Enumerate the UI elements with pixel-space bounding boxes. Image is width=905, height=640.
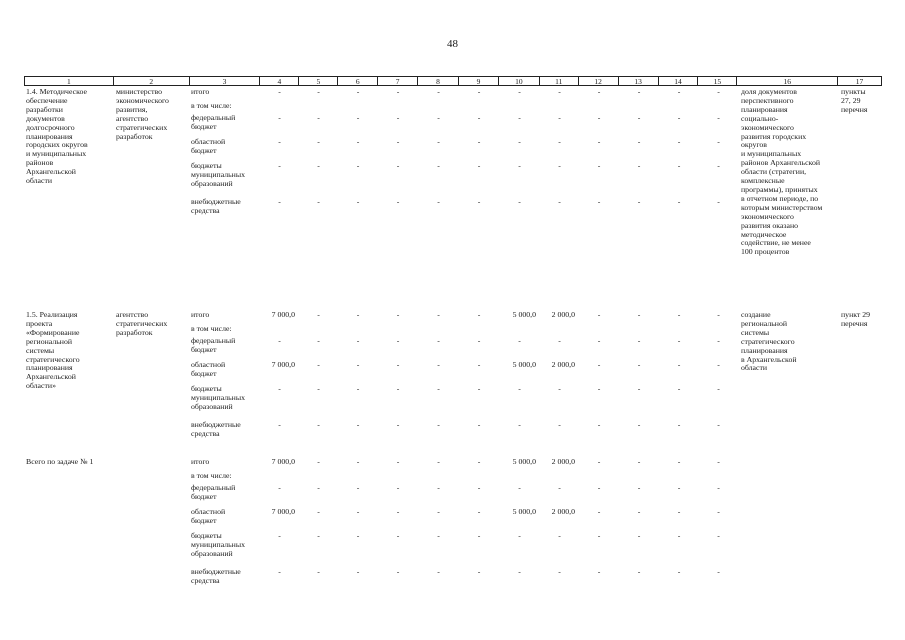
column-header-1: 1 — [25, 77, 114, 85]
funding-value: - — [677, 531, 681, 540]
funding-value: - — [597, 310, 601, 319]
funding-value: - — [518, 420, 521, 429]
funding-value: - — [278, 197, 281, 206]
funding-value: - — [317, 531, 320, 540]
funding-value: - — [558, 137, 561, 146]
funding-value: - — [437, 567, 440, 576]
funding-value: - — [437, 310, 440, 319]
funding-value: - — [278, 336, 281, 345]
funding-source: внебюджетные средства — [191, 197, 241, 215]
funding-value: - — [356, 87, 360, 96]
funding-value: - — [518, 197, 521, 206]
funding-value: - — [518, 87, 521, 96]
funding-value: 2 000,0 — [551, 310, 575, 319]
list-reference: пункты 27, 29 перечня — [841, 87, 868, 114]
funding-value: - — [518, 113, 521, 122]
funding-value: - — [437, 336, 440, 345]
funding-value: - — [677, 137, 681, 146]
funding-value: - — [477, 567, 481, 576]
funding-value: - — [278, 567, 281, 576]
funding-value: - — [717, 483, 720, 492]
funding-value: - — [396, 531, 400, 540]
funding-value: - — [437, 137, 440, 146]
funding-value: - — [717, 457, 720, 466]
funding-value: - — [477, 87, 481, 96]
funding-value: - — [437, 161, 440, 170]
funding-value: - — [356, 336, 360, 345]
funding-value: - — [717, 137, 720, 146]
funding-value: - — [677, 161, 681, 170]
funding-source: областной бюджет — [191, 360, 226, 378]
funding-value: - — [477, 197, 481, 206]
list-reference: пункт 29 перечня — [841, 310, 871, 328]
column-number-header — [24, 76, 882, 86]
funding-value: - — [278, 161, 281, 170]
column-header-6: 6 — [338, 77, 378, 85]
funding-value: - — [677, 113, 681, 122]
funding-value: - — [278, 420, 281, 429]
funding-value: - — [518, 567, 521, 576]
funding-value: - — [717, 507, 720, 516]
column-header-8: 8 — [418, 77, 459, 85]
funding-value: - — [597, 360, 601, 369]
funding-value: - — [717, 161, 720, 170]
funding-value: - — [637, 113, 641, 122]
funding-value: - — [396, 87, 400, 96]
funding-source: итого — [191, 457, 210, 466]
funding-value: - — [396, 420, 400, 429]
funding-value: - — [317, 310, 320, 319]
executor-name: агентство стратегических разработок — [116, 310, 168, 337]
measure-name: Всего по задаче № 1 — [26, 457, 94, 466]
column-header-13: 13 — [619, 77, 659, 85]
funding-value: - — [637, 384, 641, 393]
funding-value: 2 000,0 — [551, 507, 575, 516]
funding-value: - — [637, 310, 641, 319]
funding-value: - — [317, 137, 320, 146]
funding-source: областной бюджет — [191, 137, 226, 155]
funding-value: - — [317, 197, 320, 206]
funding-value: - — [558, 420, 561, 429]
funding-value: - — [677, 87, 681, 96]
funding-value: - — [597, 384, 601, 393]
funding-value: - — [637, 137, 641, 146]
funding-value: - — [356, 197, 360, 206]
executor-name: министерство экономического развития, агентство стратегических разработок — [116, 87, 169, 141]
column-header-17: 17 — [855, 77, 864, 86]
funding-value: - — [317, 483, 320, 492]
funding-value: - — [677, 507, 681, 516]
funding-value: - — [437, 531, 440, 540]
funding-source: федеральный бюджет — [191, 336, 236, 354]
funding-value: - — [717, 87, 720, 96]
funding-value: - — [558, 197, 561, 206]
funding-value: - — [396, 197, 400, 206]
column-header-10: 10 — [499, 77, 540, 85]
funding-value: - — [558, 161, 561, 170]
funding-value: - — [317, 457, 320, 466]
funding-value: - — [317, 87, 320, 96]
funding-value: - — [477, 360, 481, 369]
funding-value: - — [477, 310, 481, 319]
target-indicator: доля документов перспективного планирования социально- экономического развития городских округов и муниципальных районов Архангельской области (стратегии, комплексные программы), принятых в отчетном периоде, по которым министерством экономического развития оказано методическое содействие, не менее 100 процентов — [741, 87, 823, 257]
funding-value: - — [597, 336, 601, 345]
funding-value: - — [717, 420, 720, 429]
funding-value: - — [558, 336, 561, 345]
funding-value: - — [597, 420, 601, 429]
funding-value: - — [477, 137, 481, 146]
funding-value: - — [477, 161, 481, 170]
funding-value: - — [437, 420, 440, 429]
funding-value: - — [317, 161, 320, 170]
funding-source: внебюджетные средства — [191, 420, 241, 438]
funding-value: - — [477, 531, 481, 540]
funding-value: - — [356, 457, 360, 466]
funding-value: - — [356, 137, 360, 146]
funding-value: - — [717, 531, 720, 540]
funding-value: 5 000,0 — [512, 457, 536, 466]
funding-value: - — [637, 457, 641, 466]
funding-value: - — [597, 531, 601, 540]
funding-value: - — [637, 531, 641, 540]
funding-value: - — [317, 420, 320, 429]
funding-source: бюджеты муниципальных образований — [191, 531, 245, 558]
funding-value: - — [518, 137, 521, 146]
funding-value: - — [637, 483, 641, 492]
funding-value: - — [677, 567, 681, 576]
funding-value: - — [437, 360, 440, 369]
funding-value: - — [518, 161, 521, 170]
funding-value: - — [356, 507, 360, 516]
funding-value: - — [637, 360, 641, 369]
funding-value: - — [396, 336, 400, 345]
column-header-3: 3 — [190, 77, 261, 85]
funding-value: - — [677, 310, 681, 319]
funding-value: - — [356, 483, 360, 492]
funding-value: - — [597, 87, 601, 96]
measure-name: 1.4. Методическое обеспечение разработки документов долгосрочного планирования городских округов и муниципальных районов Архангельской области — [26, 87, 88, 186]
funding-value: - — [437, 384, 440, 393]
funding-value: - — [637, 336, 641, 345]
target-indicator: создание региональной системы стратегического планирования в Архангельской области — [741, 310, 797, 373]
funding-value: - — [396, 161, 400, 170]
column-header-2: 2 — [114, 77, 190, 85]
funding-value: - — [637, 507, 641, 516]
funding-value: - — [477, 483, 481, 492]
funding-source: внебюджетные средства — [191, 567, 241, 585]
funding-value: - — [437, 457, 440, 466]
funding-value: - — [558, 113, 561, 122]
funding-value: 7 000,0 — [271, 310, 295, 319]
funding-value: - — [396, 137, 400, 146]
column-header-11: 11 — [540, 77, 579, 85]
funding-source: федеральный бюджет — [191, 113, 236, 131]
funding-value: - — [396, 483, 400, 492]
funding-value: - — [356, 384, 360, 393]
funding-value: 7 000,0 — [271, 457, 295, 466]
funding-value: - — [597, 113, 601, 122]
funding-value: - — [477, 384, 481, 393]
funding-value: - — [437, 113, 440, 122]
funding-value: - — [317, 336, 320, 345]
funding-value: - — [317, 507, 320, 516]
funding-value: - — [597, 197, 601, 206]
funding-value: - — [677, 360, 681, 369]
funding-value: 5 000,0 — [512, 507, 536, 516]
funding-value: - — [518, 531, 521, 540]
column-header-12: 12 — [579, 77, 619, 85]
column-header-15: 15 — [698, 77, 737, 85]
funding-value: - — [677, 197, 681, 206]
funding-value: - — [356, 310, 360, 319]
column-header-4: 4 — [260, 77, 299, 85]
funding-value: - — [558, 531, 561, 540]
funding-value: - — [597, 457, 601, 466]
funding-value: - — [317, 113, 320, 122]
funding-value: - — [477, 336, 481, 345]
funding-value: - — [597, 483, 601, 492]
measure-name: 1.5. Реализация проекта «Формирование региональной системы стратегического планирования Архангельской области» — [26, 310, 80, 391]
funding-source: итого — [191, 87, 210, 96]
funding-value: - — [477, 507, 481, 516]
funding-value: - — [356, 420, 360, 429]
column-header-7: 7 — [378, 77, 418, 85]
funding-value: - — [558, 87, 561, 96]
funding-value: - — [637, 420, 641, 429]
funding-value: - — [637, 567, 641, 576]
funding-source: в том числе: — [191, 471, 232, 480]
funding-source: областной бюджет — [191, 507, 226, 525]
funding-value: - — [356, 360, 360, 369]
funding-value: - — [278, 137, 281, 146]
funding-value: - — [717, 310, 720, 319]
funding-source: федеральный бюджет — [191, 483, 236, 501]
funding-value: - — [437, 507, 440, 516]
funding-value: - — [317, 384, 320, 393]
funding-value: - — [278, 384, 281, 393]
funding-value: - — [717, 113, 720, 122]
funding-value: - — [437, 87, 440, 96]
funding-value: - — [558, 567, 561, 576]
funding-value: - — [677, 483, 681, 492]
funding-value: - — [677, 384, 681, 393]
funding-value: - — [597, 137, 601, 146]
funding-value: 7 000,0 — [271, 360, 295, 369]
column-header-16: 16 — [737, 77, 838, 85]
funding-value: - — [356, 531, 360, 540]
funding-value: - — [317, 360, 320, 369]
funding-value: - — [278, 87, 281, 96]
funding-value: - — [637, 197, 641, 206]
funding-value: - — [717, 197, 720, 206]
funding-value: - — [558, 384, 561, 393]
funding-source: бюджеты муниципальных образований — [191, 161, 245, 188]
funding-value: 2 000,0 — [551, 457, 575, 466]
funding-value: - — [717, 567, 720, 576]
column-header-5: 5 — [299, 77, 338, 85]
funding-source: бюджеты муниципальных образований — [191, 384, 245, 411]
funding-value: - — [518, 336, 521, 345]
funding-value: 2 000,0 — [551, 360, 575, 369]
funding-value: 5 000,0 — [512, 360, 536, 369]
funding-value: - — [677, 420, 681, 429]
funding-value: - — [437, 483, 440, 492]
funding-value: 5 000,0 — [512, 310, 536, 319]
funding-value: - — [558, 483, 561, 492]
column-header-9: 9 — [459, 77, 499, 85]
funding-value: - — [477, 457, 481, 466]
funding-value: - — [396, 567, 400, 576]
funding-value: - — [437, 197, 440, 206]
funding-value: - — [278, 531, 281, 540]
funding-value: - — [637, 161, 641, 170]
funding-value: - — [278, 483, 281, 492]
funding-value: - — [356, 113, 360, 122]
funding-value: - — [597, 507, 601, 516]
funding-value: - — [717, 336, 720, 345]
funding-value: - — [677, 457, 681, 466]
funding-value: - — [677, 336, 681, 345]
funding-value: - — [396, 384, 400, 393]
funding-value: - — [717, 384, 720, 393]
funding-source: в том числе: — [191, 324, 232, 333]
funding-value: - — [518, 483, 521, 492]
funding-value: - — [477, 420, 481, 429]
page-number: 48 — [447, 38, 458, 50]
funding-value: - — [597, 161, 601, 170]
funding-value: - — [396, 507, 400, 516]
funding-value: - — [477, 113, 481, 122]
funding-value: 7 000,0 — [271, 507, 295, 516]
funding-source: в том числе: — [191, 101, 232, 110]
funding-value: - — [317, 567, 320, 576]
funding-value: - — [717, 360, 720, 369]
funding-value: - — [396, 113, 400, 122]
funding-value: - — [356, 567, 360, 576]
funding-value: - — [396, 457, 400, 466]
column-header-14: 14 — [659, 77, 699, 85]
funding-value: - — [518, 384, 521, 393]
funding-value: - — [356, 161, 360, 170]
funding-value: - — [597, 567, 601, 576]
funding-source: итого — [191, 310, 210, 319]
funding-value: - — [637, 87, 641, 96]
funding-value: - — [396, 360, 400, 369]
funding-value: - — [278, 113, 281, 122]
funding-value: - — [396, 310, 400, 319]
